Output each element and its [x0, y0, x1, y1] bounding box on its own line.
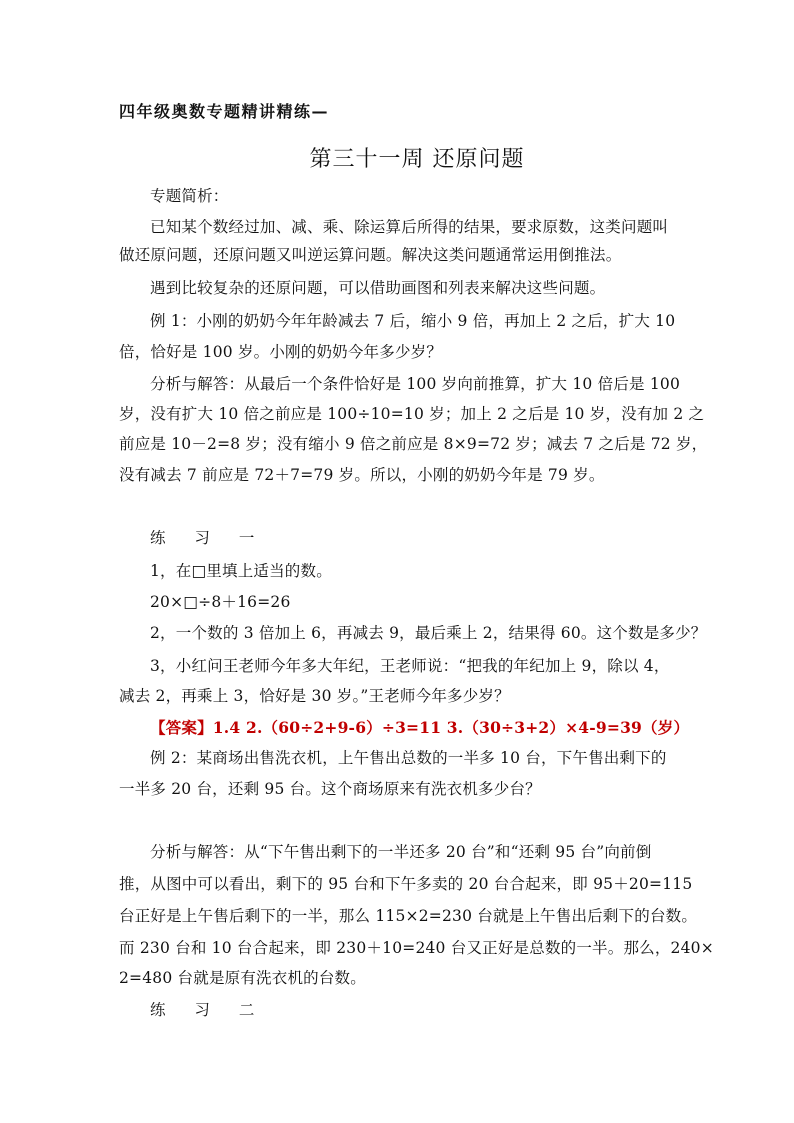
intro-paragraph-line: 已知某个数经过加、减、乘、除运算后所得的结果，要求原数，这类问题叫: [150, 218, 669, 236]
practice-1-question-3-line: 减去 2，再乘上 3，恰好是 30 岁。”王老师今年多少岁？: [119, 687, 510, 705]
example-1-answer-line: 分析与解答：从最后一个条件恰好是 100 岁向前推算，扩大 10 倍后是 100: [150, 375, 681, 393]
example-1-answer-line: 岁，没有扩大 10 倍之前应是 100÷10=10 岁；加上 2 之后是 10 岁，没有加 2 之: [119, 405, 705, 423]
example-2-answer-line: 推，从图中可以看出，剩下的 95 台和下午多卖的 20 台合起来，即 95＋20=115: [119, 875, 693, 893]
example-2-answer-line: 分析与解答：从“下午售出剩下的一半还多 20 台”和“还剩 95 台”向前倒: [150, 843, 652, 861]
lesson-title: [0, 146, 794, 174]
example-1-answer-line: 没有减去 7 前应是 72＋7=79 岁。所以，小刚的奶奶今年是 79 岁。: [119, 466, 605, 484]
example-1-question-line: 倍，恰好是 100 岁。小刚的奶奶今年多少岁？: [119, 343, 443, 361]
example-2-question-line: 例 2：某商场出售洗衣机，上午售出总数的一半多 10 台，下午售出剩下的: [150, 749, 667, 767]
practice-1-heading: 练 习 一: [150, 529, 267, 547]
intro-label: 专题简析：: [150, 187, 229, 205]
practice-1-question-3-line: 3，小红问王老师今年多大年纪，王老师说：“把我的年纪加上 9，除以 4，: [150, 657, 670, 675]
example-1-question-line: 例 1：小刚的奶奶今年年龄减去 7 后，缩小 9 倍，再加上 2 之后，扩大 10: [150, 312, 676, 330]
practice-1-answer: 【答案】1.4 2.（60÷2+9-6）÷3=11 3.（30÷3+2）×4-9=39（岁）: [150, 718, 690, 737]
practice-1-question-2: 2，一个数的 3 倍加上 6，再减去 9，最后乘上 2，结果得 60。这个数是多少？: [150, 624, 707, 642]
example-1-answer-line: 前应是 10－2=8 岁；没有缩小 9 倍之前应是 8×9=72 岁；减去 7 之后是 72 岁，: [119, 435, 708, 453]
series-title: 四年级奥数专题精讲精练—: [119, 102, 330, 121]
intro-paragraph-2: 遇到比较复杂的还原问题，可以借助画图和列表来解决这些问题。: [150, 279, 606, 297]
intro-paragraph-line: 做还原问题，还原问题又叫逆运算问题。解决这类问题通常运用倒推法。: [119, 246, 622, 264]
example-2-answer-line: 2=480 台就是原有洗衣机的台数。: [119, 969, 366, 987]
practice-1-question-1: 1，在□里填上适当的数。: [150, 562, 332, 580]
example-2-question-line: 一半多 20 台，还剩 95 台。这个商场原来有洗衣机多少台？: [119, 780, 541, 798]
practice-2-heading: 练 习 二: [150, 1001, 267, 1019]
practice-1-expression: 20×□÷8＋16=26: [150, 593, 291, 611]
example-2-answer-line: 而 230 台和 10 台合起来，即 230＋10=240 台又正好是总数的一半。那么，240×: [119, 939, 714, 957]
example-2-answer-line: 台正好是上午售后剩下的一半，那么 115×2=230 台就是上午售出后剩下的台数。: [119, 907, 698, 925]
lesson-title-text: 第三十一周 还原问题: [309, 147, 525, 172]
